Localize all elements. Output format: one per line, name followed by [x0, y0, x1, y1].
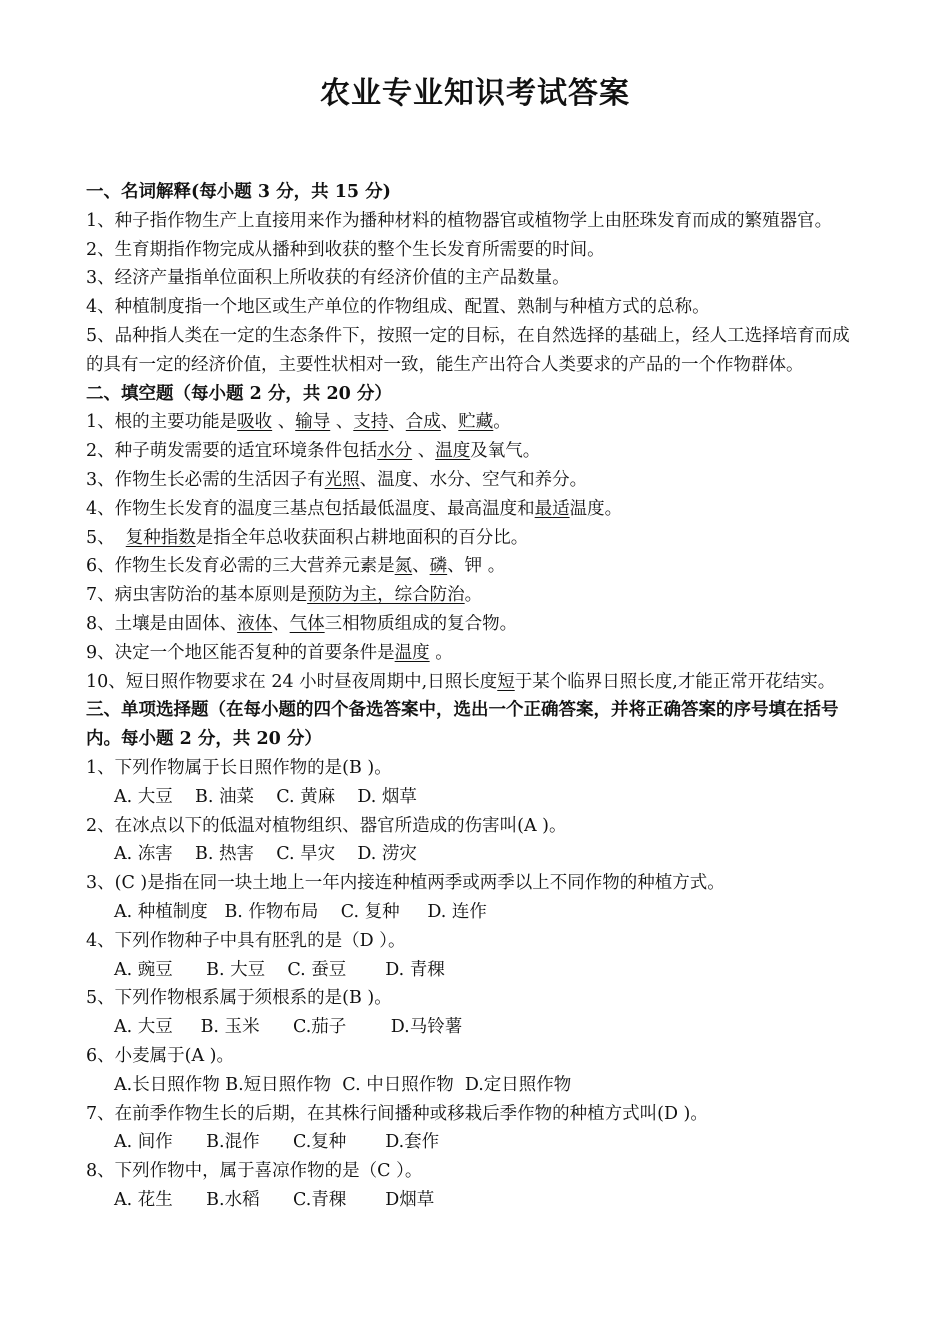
- fill-blank-item: [86, 408, 866, 437]
- text: 、: [388, 412, 406, 433]
- choice-options: A. 冻害 B. 热害 C. 旱灾 D. 涝灾: [114, 844, 417, 865]
- text: 。: [464, 585, 483, 606]
- answer-blank: 水分: [377, 441, 413, 462]
- text: 、: [412, 441, 436, 462]
- answer-blank: 液体: [237, 613, 273, 634]
- answer-blank: 复种指数: [125, 527, 196, 548]
- choice-question: 1、下列作物属于长日照作物的是(B )。: [86, 757, 392, 778]
- answer-blank: 氮: [394, 556, 413, 577]
- choice-options: A. 种植制度 B. 作物布局 C. 复种 D. 连作: [114, 901, 487, 922]
- text: 、: [272, 613, 290, 634]
- text: 7、病虫害防治的基本原则是: [86, 585, 308, 606]
- text: 8、土壤是由固体、: [86, 613, 238, 634]
- answer-blank: 预防为主，综合防治: [307, 585, 465, 606]
- choice-options: A. 间作 B.混作 C.复种 D.套作: [114, 1132, 440, 1153]
- answer-blank: 短: [497, 671, 515, 692]
- definition-item: 3、经济产量指单位面积上所收获的有经济价值的主产品数量。: [86, 268, 570, 289]
- text: 、: [330, 412, 354, 433]
- text: 5、: [86, 527, 126, 548]
- choice-options: A. 大豆 B. 玉米 C.茄子 D.马铃薯: [114, 1017, 463, 1038]
- text: 是指全年总收获面积占耕地面积的百分比。: [195, 527, 529, 548]
- definition-item: 1、种子指作物生产上直接用来作为播种材料的植物器官或植物学上由胚珠发育而成的繁殖器官。: [86, 210, 833, 231]
- text: 、: [272, 412, 296, 433]
- section3-heading: 三、单项选择题（在每小题的四个备选答案中，选出一个正确答案，并将正确答案的序号填在括号内。每小题 2 分，共 20 分）: [86, 700, 839, 750]
- choice-question: 5、下列作物根系属于须根系的是(B )。: [86, 988, 392, 1009]
- choice-options: A.长日照作物 B.短日照作物 C. 中日照作物 D.定日照作物: [114, 1074, 572, 1095]
- fill-blank-item: [86, 581, 866, 610]
- choice-question: 6、小麦属于(A )。: [86, 1045, 234, 1066]
- text: 、: [412, 556, 430, 577]
- choice-question: 3、(C )是指在同一块土地上一年内接连种植两季或两季以上不同作物的种植方式。: [86, 873, 725, 894]
- choice-question: 4、下列作物种子中具有胚乳的是（D ）。: [86, 930, 406, 951]
- choice-options: A. 花生 B.水稻 C.青稞 D烟草: [114, 1189, 435, 1210]
- document-title: 农业专业知识考试答案: [320, 76, 630, 111]
- text: 及氧气。: [470, 441, 541, 462]
- text: 。: [493, 412, 511, 433]
- fill-blank-item: [86, 610, 866, 639]
- text: 2、种子萌发需要的适宜环境条件包括: [86, 441, 378, 462]
- text: 、: [440, 412, 459, 433]
- text: 4、作物生长发育的温度三基点包括最低温度、最高温度和: [86, 498, 535, 519]
- section2-heading: 二、填空题（每小题 2 分，共 20 分）: [86, 383, 392, 404]
- text: 、温度、水分、空气和养分。: [359, 469, 588, 490]
- answer-blank: 最适: [534, 498, 570, 519]
- text: 、钾 。: [447, 556, 506, 577]
- text: 三相物质组成的复合物。: [324, 613, 518, 634]
- choice-options: A. 豌豆 B. 大豆 C. 蚕豆 D. 青稞: [114, 959, 445, 980]
- text: 3、作物生长必需的生活因子有: [86, 469, 325, 490]
- answer-blank: 输导: [295, 412, 331, 433]
- text: 于某个临界日照长度,才能正常开花结实。: [514, 671, 836, 692]
- text: 9、决定一个地区能否复种的首要条件是: [86, 642, 395, 663]
- text: 10、短日照作物要求在 24 小时昼夜周期中,日照长度: [86, 671, 498, 692]
- choice-question: 7、在前季作物生长的后期，在其株行间播种或移栽后季作物的种植方式叫(D )。: [86, 1103, 708, 1124]
- document-body: [86, 178, 866, 1215]
- choice-question: 2、在冰点以下的低温对植物组织、器官所造成的伤害叫(A )。: [86, 815, 567, 836]
- text: 1、根的主要功能是: [86, 412, 238, 433]
- fill-blank-item: [86, 437, 866, 466]
- answer-blank: 合成: [405, 412, 441, 433]
- fill-blank-item: [86, 495, 866, 524]
- answer-blank: 吸收: [237, 412, 273, 433]
- answer-blank: 气体: [289, 613, 325, 634]
- choice-question: 8、下列作物中，属于喜凉作物的是（C ）。: [86, 1161, 423, 1182]
- fill-blank-item: [86, 466, 866, 495]
- fill-blank-item: [86, 668, 866, 697]
- answer-blank: 支持: [353, 412, 389, 433]
- answer-blank: 光照: [324, 469, 360, 490]
- text: 温度。: [569, 498, 623, 519]
- text: 6、作物生长发育必需的三大营养元素是: [86, 556, 395, 577]
- choice-options: A. 大豆 B. 油菜 C. 黄麻 D. 烟草: [114, 786, 417, 807]
- definition-item: 5、品种指人类在一定的生态条件下，按照一定的目标，在自然选择的基础上，经人工选择培育而成的具有一定的经济价值，主要性状相对一致，能生产出符合人类要求的产品的一个作物群体。: [86, 325, 850, 375]
- definition-item: 2、生育期指作物完成从播种到收获的整个生长发育所需要的时间。: [86, 239, 605, 260]
- answer-blank: 温度: [394, 642, 430, 663]
- text: 。: [429, 642, 453, 663]
- fill-blank-item: [86, 552, 866, 581]
- answer-blank: 贮藏: [458, 412, 494, 433]
- answer-blank: 磷: [429, 556, 448, 577]
- fill-blank-item: [86, 524, 866, 553]
- section1-heading: 一、名词解释(每小题 3 分，共 15 分): [86, 182, 391, 202]
- fill-blank-item: [86, 639, 866, 668]
- answer-blank: 温度: [435, 441, 471, 462]
- definition-item: 4、种植制度指一个地区或生产单位的作物组成、配置、熟制与种植方式的总称。: [86, 297, 710, 318]
